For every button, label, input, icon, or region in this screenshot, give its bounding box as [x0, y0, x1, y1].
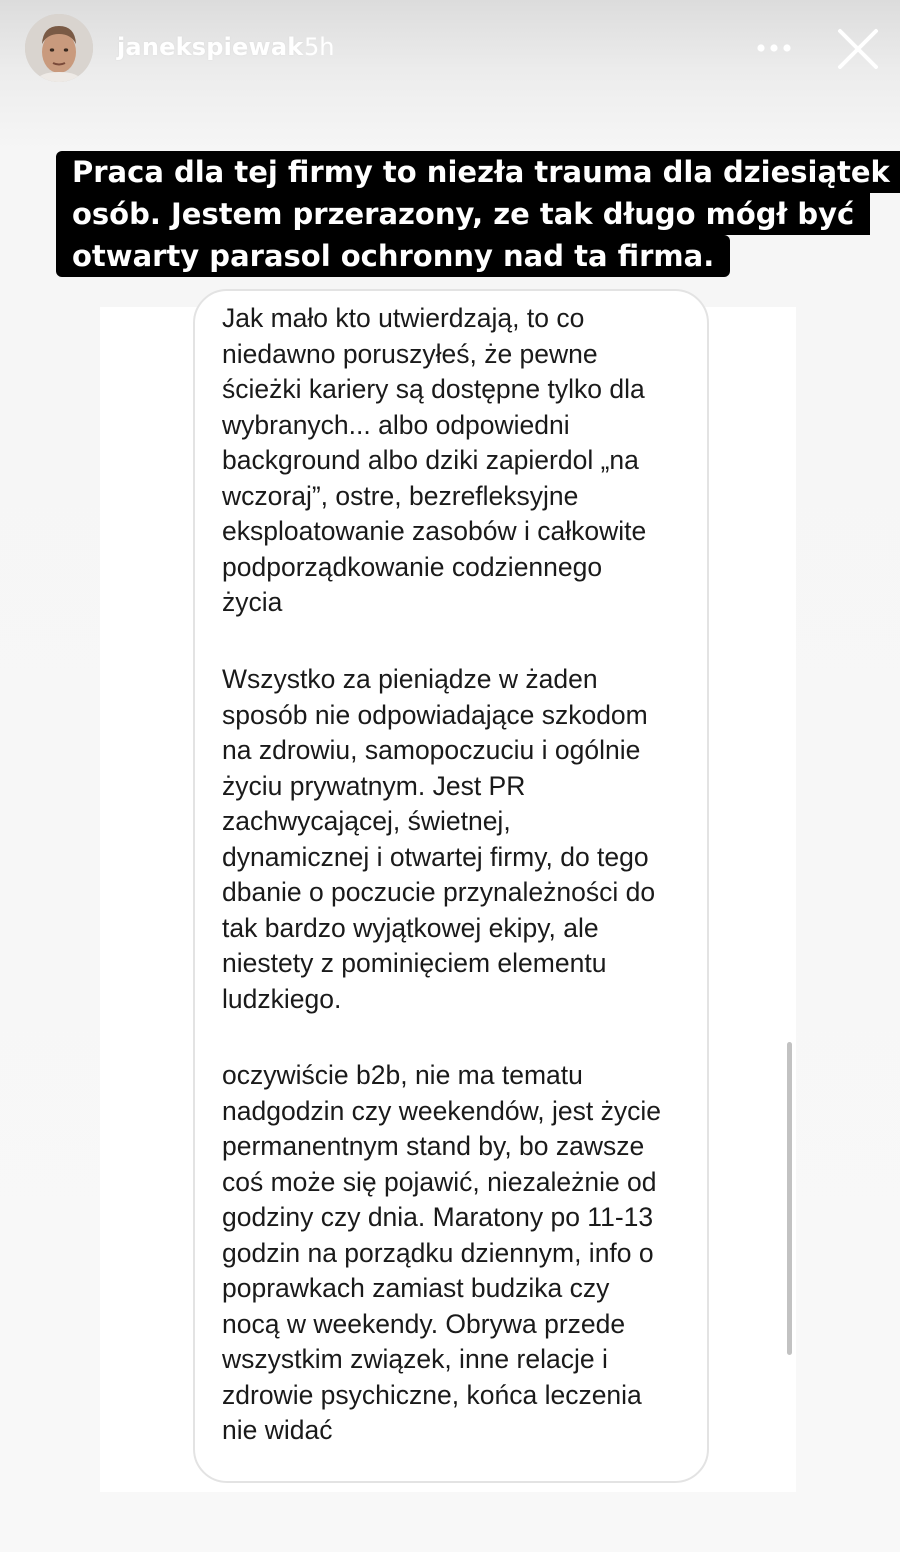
caption-line: osób. Jestem przerazony, ze tak długo mógł być [56, 193, 870, 235]
more-horizontal-icon [750, 30, 798, 66]
more-options-button[interactable] [750, 30, 798, 66]
caption-line: Praca dla tej firmy to niezła trauma dla dziesiątek [56, 151, 900, 193]
close-icon [834, 25, 882, 73]
message-paragraph: Wszystko za pieniądze w żaden sposób nie odpowiadające szkodom na zdrowiu, samopoczuciu i ogólnie życiu prywatnym. Jest PR zachwycającej, świetnej, dynamicznej i otwartej firmy, do tego dbanie o poczucie przynależności do tak bardzo wyjątkowej ekipy, ale niestety z pominięciem elementu ludzkiego. [222, 664, 656, 1014]
message-bubble [193, 289, 709, 1483]
message-screenshot [100, 303, 796, 1492]
message-paragraph: Jak mało kto utwierdzają, to co niedawno poruszyłeś, że pewne ścieżki kariery są dostępne tylko dla wybranych... albo odpowiedni background albo dziki zapierdol „na wczoraj”, ostre, bezrefleksyjne eksploatowanie zasobów i całkowite podporządkowanie codziennego życia [222, 303, 647, 617]
scrollbar[interactable] [787, 1042, 792, 1355]
username[interactable]: janekspiewak [117, 33, 304, 61]
timestamp: 5h [304, 33, 335, 61]
story-caption [56, 151, 890, 277]
caption-line: otwarty parasol ochronny nad ta firma. [56, 235, 730, 277]
close-button[interactable] [834, 25, 882, 73]
profile-photo [25, 14, 93, 82]
message-paragraph: oczywiście b2b, nie ma tematu nadgodzin czy weekendów, jest życie permanentnym stand by, bo zawsze coś może się pojawić, niezależnie od godziny czy dnia. Maratony po 11-13 godzin na porządku dziennym, info o poprawkach zamiast budzika czy nocą w weekendy. Obrywa przede wszystkim związek, inne relacje i zdrowie psychiczne, końca leczenia nie widać [222, 1060, 661, 1445]
story-header [0, 0, 900, 100]
avatar[interactable] [25, 14, 93, 82]
